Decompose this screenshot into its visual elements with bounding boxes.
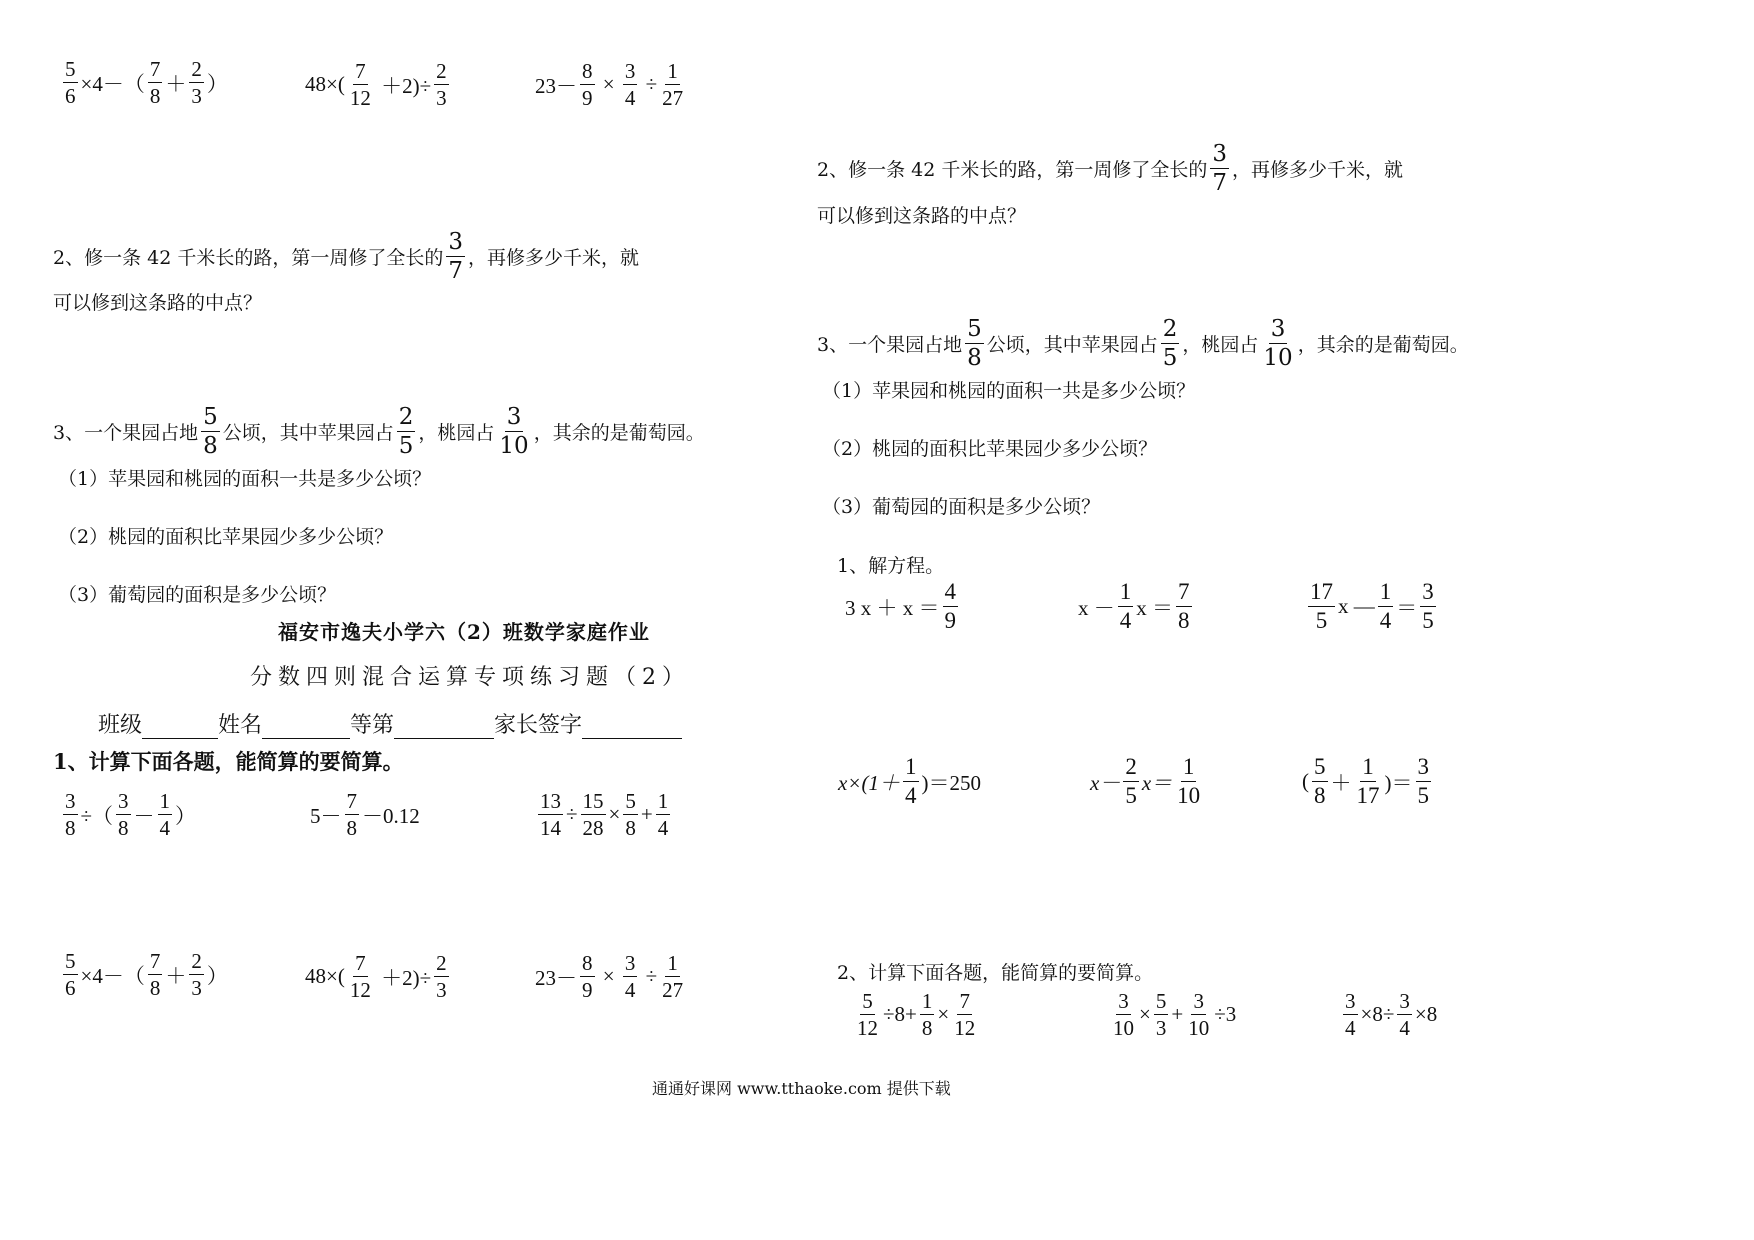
numerator: 2: [434, 952, 449, 977]
name-field[interactable]: [262, 716, 350, 739]
numerator: 5: [201, 405, 220, 432]
numerator: 1: [665, 60, 680, 85]
numerator: 15: [581, 790, 606, 815]
numerator: 2: [1161, 317, 1180, 344]
fraction: [1186, 990, 1211, 1039]
expression-row2-1: [60, 950, 228, 999]
numerator: 2: [397, 405, 416, 432]
question-3-line-1: [53, 405, 705, 458]
denominator: 9: [582, 978, 593, 1003]
fraction: [1355, 755, 1382, 808]
right-question-2-line-2: [817, 201, 1026, 228]
question-text: ，再修多少千米，就: [468, 247, 640, 270]
fraction: [345, 790, 360, 839]
expression-row2-3: [535, 952, 688, 1001]
numerator: 3: [1210, 142, 1229, 169]
fraction: [1378, 580, 1394, 633]
denominator: 28: [582, 816, 604, 841]
question-text: 2、修一条 42 千米长的路，第一周修了全长的: [53, 247, 444, 270]
denominator: 3: [436, 86, 447, 111]
denominator: 27: [662, 978, 684, 1003]
fraction: [1397, 990, 1412, 1039]
fraction: [1118, 580, 1134, 633]
operator-text: ÷: [640, 964, 658, 989]
fraction: [581, 790, 606, 839]
numerator: 1: [665, 952, 680, 977]
denominator: 4: [1399, 1016, 1410, 1041]
right-question-3-line-1: [817, 317, 1469, 370]
denominator: 10: [1177, 783, 1201, 809]
fraction: [201, 405, 220, 458]
fraction: [855, 990, 880, 1039]
operator-text: 3 x ＋ x ＝: [845, 595, 940, 620]
calc-expression-2: [1108, 990, 1236, 1039]
fraction: [1343, 990, 1358, 1039]
question-text: 公顷，其中苹果园占: [986, 334, 1158, 357]
denominator: 5: [1315, 608, 1328, 634]
class-label: 班级: [98, 713, 143, 738]
denominator: 27: [662, 86, 684, 111]
operator-text: ×: [597, 964, 620, 989]
denominator: 6: [65, 976, 76, 1001]
fraction: [656, 790, 671, 839]
numerator: 5: [623, 790, 638, 815]
numerator: 3: [116, 790, 131, 815]
expression-top-left-3: [535, 60, 688, 109]
fraction: [660, 60, 685, 109]
numerator: 5: [965, 317, 984, 344]
fraction: [63, 58, 78, 107]
denominator: 8: [203, 433, 218, 460]
numerator: 3: [1269, 317, 1288, 344]
fraction: [538, 790, 563, 839]
denominator: 5: [1162, 345, 1178, 372]
fraction: [952, 990, 977, 1039]
operator-text: 23－: [535, 73, 577, 98]
fraction: [348, 952, 373, 1001]
expression-top-left-2: [305, 60, 452, 109]
denominator: 12: [349, 86, 371, 111]
fraction: [116, 790, 131, 839]
question-2-line-2: [53, 288, 262, 315]
operator-text: ×: [608, 802, 621, 827]
right-sub-question-3: （3）葡萄园的面积是多少公顷？: [822, 496, 1101, 518]
numerator: 1: [1378, 580, 1394, 607]
equation-3: [1305, 580, 1439, 633]
fraction: [434, 952, 449, 1001]
numerator: 2: [189, 950, 204, 975]
operator-text: ＋: [165, 71, 187, 96]
operator-text: x ＝: [1136, 595, 1173, 620]
fraction: [148, 58, 163, 107]
class-field[interactable]: [142, 716, 218, 739]
fraction: [148, 950, 163, 999]
denominator: 8: [625, 816, 636, 841]
denominator: 7: [448, 258, 463, 285]
operator-text: x×(1＋: [838, 770, 900, 795]
denominator: 7: [1212, 170, 1227, 197]
operator-text: ÷3: [1214, 1002, 1237, 1027]
denominator: 8: [118, 816, 129, 841]
worksheet-subtitle: 分数四则混合运算专项练习题（2）: [250, 665, 690, 690]
numerator: 1: [1360, 755, 1376, 782]
numerator: 3: [1116, 990, 1131, 1015]
fraction: [1176, 580, 1192, 633]
numerator: 1: [920, 990, 935, 1015]
fraction: [1161, 317, 1180, 370]
denominator: 8: [149, 976, 161, 1001]
numerator: 3: [1397, 990, 1412, 1015]
parent-signature-field[interactable]: [582, 716, 682, 739]
denominator: 4: [624, 978, 636, 1003]
numerator: 2: [189, 58, 204, 83]
sub-question-2: （2）桃园的面积比苹果园少多少公顷？: [58, 526, 394, 548]
fraction: [63, 950, 78, 999]
numerator: 3: [1191, 990, 1206, 1015]
numerator: 3: [446, 230, 465, 257]
expression-row1-3: [535, 790, 673, 839]
denominator: 4: [1345, 1016, 1356, 1041]
numerator: 3: [623, 60, 638, 85]
equation-4: [838, 755, 981, 808]
fraction: [1312, 755, 1328, 808]
operator-text: ×: [597, 72, 620, 97]
denominator: 10: [499, 433, 529, 460]
calc-expression-1: [852, 990, 980, 1039]
operator-text: 23－: [535, 965, 577, 990]
operator-text: 48×(: [305, 72, 345, 97]
operator-text: x —: [1338, 594, 1375, 619]
numerator: 7: [957, 990, 972, 1015]
question-text: ，桃园占: [418, 422, 495, 445]
fraction: [1210, 142, 1229, 195]
fraction: [497, 405, 530, 458]
operator-text: ＝: [1396, 595, 1418, 620]
question-text: ，其余的是葡萄园。: [533, 422, 705, 445]
fraction: [920, 990, 935, 1039]
operator-text: ×8÷: [1360, 1002, 1395, 1027]
operator-text: 48×(: [305, 964, 345, 989]
question-text: 3、一个果园占地: [817, 334, 963, 357]
fraction: [1261, 317, 1294, 370]
fraction: [1154, 990, 1169, 1039]
expression-row1-2: [310, 790, 420, 839]
numerator: 7: [148, 58, 163, 83]
numerator: 1: [1118, 580, 1134, 607]
operator-text: ＋2)÷: [375, 965, 432, 990]
operator-text: ÷: [640, 72, 658, 97]
numerator: 7: [148, 950, 163, 975]
fraction: [943, 580, 959, 633]
denominator: 10: [1113, 1016, 1134, 1041]
numerator: 2: [434, 60, 449, 85]
numerator: 13: [538, 790, 563, 815]
fraction: [903, 755, 919, 808]
operator-text: －0.12: [362, 803, 420, 828]
denominator: 5: [1125, 783, 1137, 809]
numerator: 3: [623, 952, 638, 977]
equation-5: [1090, 755, 1205, 808]
numerator: 3: [1343, 990, 1358, 1015]
operator-text: ÷: [566, 802, 578, 827]
operator-text: ）: [175, 803, 197, 828]
numerator: 3: [1420, 580, 1436, 607]
denominator: 5: [1422, 608, 1434, 634]
fraction: [660, 952, 685, 1001]
numerator: 5: [63, 950, 78, 975]
expression-row1-1: [60, 790, 196, 839]
sub-question-3: （3）葡萄园的面积是多少公顷？: [58, 584, 337, 606]
fraction: [965, 317, 984, 370]
equation-6: [1302, 755, 1434, 808]
expression-top-left-1: [60, 58, 228, 107]
right-sub-question-2: （2）桃园的面积比苹果园少多少公顷？: [822, 438, 1158, 460]
operator-text: ＋: [165, 963, 187, 988]
fraction: [189, 950, 204, 999]
name-label: 姓名: [218, 713, 263, 738]
fraction: [623, 60, 638, 109]
question-text: 2、修一条 42 千米长的路，第一周修了全长的: [817, 159, 1208, 182]
operator-text: 5－: [310, 803, 342, 828]
numerator: 3: [1416, 755, 1432, 782]
operator-text: ＋2)÷: [375, 73, 432, 98]
question-text: ，桃园占: [1182, 334, 1259, 357]
question-text: 可以修到这条路的中点？: [817, 205, 1027, 227]
fraction: [1420, 580, 1436, 633]
numerator: 3: [505, 405, 524, 432]
denominator: 14: [540, 816, 561, 841]
fraction: [623, 790, 638, 839]
numerator: 4: [943, 580, 959, 607]
denominator: 10: [1263, 345, 1293, 372]
numerator: 8: [580, 60, 595, 85]
denominator: 5: [398, 433, 414, 460]
denominator: 10: [1188, 1016, 1210, 1041]
denominator: 6: [65, 84, 76, 109]
operator-text: ）: [206, 71, 228, 96]
fraction: [580, 60, 595, 109]
operator-text: ×4－（: [80, 963, 145, 988]
fraction: [623, 952, 638, 1001]
sub-question-1: （1）苹果园和桃园的面积一共是多少公顷？: [58, 468, 432, 490]
calc-expression-3: [1340, 990, 1437, 1039]
operator-text: )＝250: [921, 770, 981, 795]
denominator: 8: [1314, 783, 1326, 809]
fraction: [397, 405, 416, 458]
denominator: 3: [191, 84, 202, 109]
fraction: [1308, 580, 1335, 633]
operator-text: ×8: [1414, 1002, 1438, 1027]
operator-text: x－: [1090, 770, 1121, 795]
fraction: [189, 58, 204, 107]
numerator: 5: [63, 58, 78, 83]
operator-text: (: [1302, 769, 1309, 794]
denominator: 4: [905, 783, 917, 809]
fraction: [580, 952, 595, 1001]
denominator: 3: [191, 976, 202, 1001]
denominator: 12: [857, 1016, 878, 1041]
fraction: [1416, 755, 1432, 808]
numerator: 7: [1176, 580, 1192, 607]
parent-signature-label: 家长签字: [494, 713, 583, 738]
question-2-line-1: [53, 230, 639, 283]
numerator: 1: [656, 790, 671, 815]
denominator: 3: [436, 978, 447, 1003]
denominator: 4: [1379, 608, 1392, 634]
operator-text: －: [133, 803, 155, 828]
numerator: 5: [1154, 990, 1169, 1015]
numerator: 3: [63, 790, 78, 815]
operator-text: x＝: [1141, 770, 1173, 795]
denominator: 9: [944, 608, 956, 634]
operator-text: ×: [1139, 1002, 1151, 1027]
denominator: 8: [921, 1016, 933, 1041]
right-question-2-line-1: [817, 142, 1403, 195]
denominator: 8: [967, 345, 982, 372]
fraction: [434, 60, 449, 109]
denominator: 12: [349, 978, 371, 1003]
numerator: 7: [353, 60, 368, 85]
denominator: 9: [582, 86, 593, 111]
right-sub-question-1: （1）苹果园和桃园的面积一共是多少公顷？: [822, 380, 1196, 402]
denominator: 4: [624, 86, 636, 111]
fraction: [348, 60, 373, 109]
rank-label: 等第: [350, 713, 395, 738]
denominator: 3: [1155, 1016, 1167, 1041]
numerator: 7: [353, 952, 368, 977]
denominator: 4: [159, 816, 171, 841]
numerator: 1: [158, 790, 173, 815]
equation-2: [1078, 580, 1195, 633]
denominator: 8: [149, 84, 161, 109]
rank-field[interactable]: [394, 716, 494, 739]
equations-heading: 1、解方程。: [837, 555, 945, 577]
footer-source-text: 通通好课网 www.tthaoke.com 提供下载: [652, 1079, 951, 1098]
question-text: 可以修到这条路的中点？: [53, 292, 263, 314]
question-text: 公顷，其中苹果园占: [222, 422, 394, 445]
question-text: ，其余的是葡萄园。: [1297, 334, 1469, 357]
denominator: 8: [1178, 608, 1190, 634]
denominator: 5: [1417, 783, 1429, 809]
expression-row2-2: [305, 952, 452, 1001]
operator-text: ÷（: [80, 803, 114, 828]
question-text: ，再修多少千米，就: [1232, 159, 1404, 182]
denominator: 8: [346, 816, 357, 841]
numerator: 5: [1312, 755, 1328, 782]
denominator: 8: [65, 816, 76, 841]
fraction: [63, 790, 78, 839]
operator-text: +: [640, 802, 653, 827]
operator-text: ×: [937, 1002, 950, 1027]
section-1-heading: 1、计算下面各题，能简算的要简算。: [53, 749, 404, 774]
operator-text: x －: [1078, 595, 1115, 620]
fraction: [1111, 990, 1136, 1039]
denominator: 4: [1119, 608, 1132, 634]
numerator: 1: [903, 755, 919, 782]
numerator: 1: [1181, 755, 1197, 782]
fraction: [1123, 755, 1139, 808]
question-text: 3、一个果园占地: [53, 422, 199, 445]
fraction: [158, 790, 173, 839]
operator-text: ）: [206, 963, 228, 988]
numerator: 17: [1308, 580, 1335, 607]
denominator: 12: [954, 1016, 976, 1041]
calc-heading: 2、计算下面各题，能简算的要简算。: [837, 962, 1154, 984]
operator-text: )＝: [1384, 770, 1413, 795]
operator-text: ×4－（: [80, 71, 145, 96]
equation-1: [845, 580, 961, 633]
fraction: [446, 230, 465, 283]
operator-text: ＋: [1330, 770, 1352, 795]
student-info-form: [98, 708, 682, 739]
denominator: 17: [1356, 783, 1380, 809]
operator-text: ÷8+: [883, 1002, 917, 1027]
numerator: 5: [860, 990, 875, 1015]
denominator: 4: [657, 816, 669, 841]
worksheet-title: 福安市逸夫小学六（2）班数学家庭作业: [278, 620, 650, 644]
numerator: 7: [345, 790, 360, 815]
numerator: 8: [580, 952, 595, 977]
operator-text: +: [1171, 1002, 1184, 1027]
numerator: 2: [1123, 755, 1139, 782]
fraction: [1175, 755, 1202, 808]
